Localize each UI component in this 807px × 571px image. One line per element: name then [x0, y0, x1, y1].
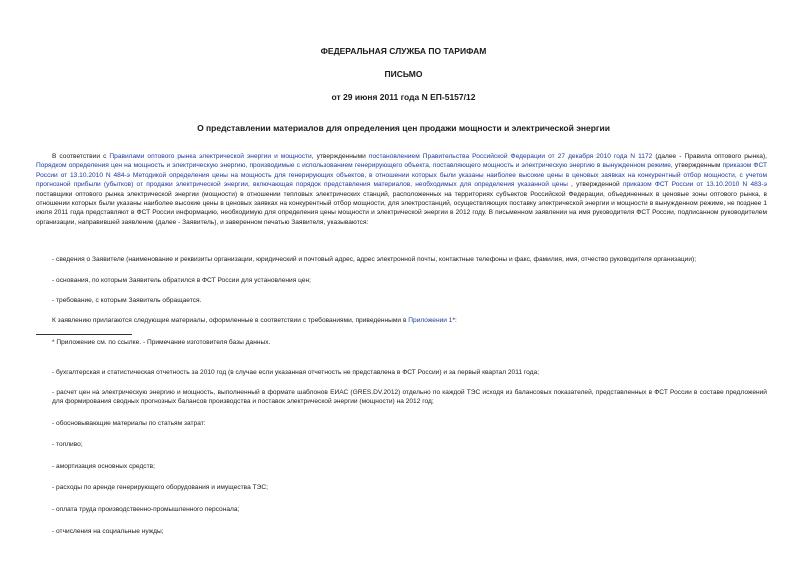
- intro-text-3: (далее - Правила оптового рынка),: [652, 153, 767, 160]
- list-item: - расходы по аренде генерирующего оборудования и имущества ТЭС;: [52, 484, 268, 491]
- list-item: - бухгалтерская и статистическая отчетность за 2010 год (в случае если указанная отчетность не представлена в ФСТ России) и за первый квартал 2011 года;: [52, 369, 540, 376]
- list-item: - отчисления на социальные нужды;: [52, 528, 164, 535]
- intro-paragraph: [36, 152, 767, 227]
- list-item: - требование, с которым Заявитель обращается.: [52, 297, 202, 304]
- agency-title: ФЕДЕРАЛЬНАЯ СЛУЖБА ПО ТАРИФАМ: [320, 46, 487, 56]
- list-item: - оплата труда производственно-промышленного персонала;: [52, 506, 240, 513]
- intro-text-2: , утвержденными: [311, 153, 369, 160]
- link-capacity-price-methodology[interactable]: Методикой определения цены на мощность для генерирующих объектов, в отношении которых были указаны наиболее высокие цены в ценовых заявках на конкурентный отбор мощности, с учетом прогнозной прибыли (убытков) от продажи электрической энергии, включающая порядок представления материалов, необходимых для определения указанной цены: [36, 171, 767, 189]
- footnote: * Приложение см. по ссылке. - Примечание изготовителя базы данных.: [52, 339, 271, 346]
- footnote-divider: [36, 334, 132, 335]
- list-item: - расчет цен на электрическую энергию и мощность, выполненный в формате шаблонов ЕИАС (GRES.DV.2012) отдельно по каждой ТЭС исходя из балансовых показателей, представленных в ФСТ России в составе предложений для формирования сводных прогнозных балансов производства и поставок электрической энергии (мощности) на 2012 год;: [52, 389, 767, 406]
- list-item: - амортизация основных средств;: [52, 463, 155, 470]
- document-type: ПИСЬМО: [384, 69, 423, 79]
- link-appendix-1[interactable]: Приложении 1: [408, 317, 453, 324]
- list-item: - сведения о Заявителе (наименование и реквизиты организации, юридический и почтовый адрес, адрес электронной почты, контактные телефоны и факс, фамилия, имя, отчество руководителя организации);: [52, 256, 697, 263]
- intro-text-6: , утвержденной: [567, 181, 623, 189]
- list-item: - основания, по которым Заявитель обратился в ФСТ России для установления цен;: [52, 277, 311, 284]
- link-wholesale-market-rules[interactable]: Правилами оптового рынка электрической энергии и мощности: [109, 153, 312, 160]
- attachments-paragraph: [36, 316, 767, 325]
- intro-text-1: В соответствии с: [52, 153, 110, 160]
- list-item: - обосновывающие материалы по статьям затрат:: [52, 420, 206, 427]
- attachments-text-1: К заявлению прилагаются следующие материалы, оформленные в соответствии с требованиями, приведенными в: [52, 317, 409, 324]
- list-item: - топливо;: [52, 441, 83, 448]
- attachments-text-2: *:: [452, 317, 457, 324]
- intro-text-7: поставщики оптового рынка электрической энергии (мощности) в отношении тепловых электрических станций, расположенных на территориях субъектов Российской Федерации, объединенных в ценовые зоны оптового рынка, в отношении которых были указаны наиболее высокие цены в ценовых заявках на конкурентный отбор мощности, для электростанций, осуществляющих поставку электрической энергии и мощности в вынужденном режиме, не позднее 1 июля 2011 года представляют в ФСТ России информацию, необходимую для определения цены мощности и электрической энергии в 2012 году. В письменном заявлении на имя руководителя ФСТ России, подписанном руководителем организации, направившей заявление (далее - Заявитель), и заверенном печатью Заявителя, указываются:: [36, 190, 767, 226]
- document-subject: О представлении материалов для определения цен продажи мощности и электрической энергии: [197, 123, 610, 133]
- link-order-484e[interactable]: приказом ФСТ России от 13.10.2010 N 484-э: [36, 162, 768, 179]
- link-order-483e[interactable]: приказом ФСТ России от 13.10.2010 N 483-э: [622, 181, 768, 189]
- intro-text-4: , утвержденным: [670, 162, 723, 170]
- link-government-decree-1172[interactable]: постановлением Правительства Российской Федерации от 27 декабря 2010 года N 1172: [368, 153, 653, 160]
- link-price-determination-procedure[interactable]: Порядком определения цен на мощность и электрическую энергию, производимые с использованием генерирующего объекта, поставляющего мощность и электрическую энергию в вынужденном режиме: [36, 162, 671, 170]
- document-date-number: от 29 июня 2011 года N ЕП-5157/12: [331, 92, 476, 102]
